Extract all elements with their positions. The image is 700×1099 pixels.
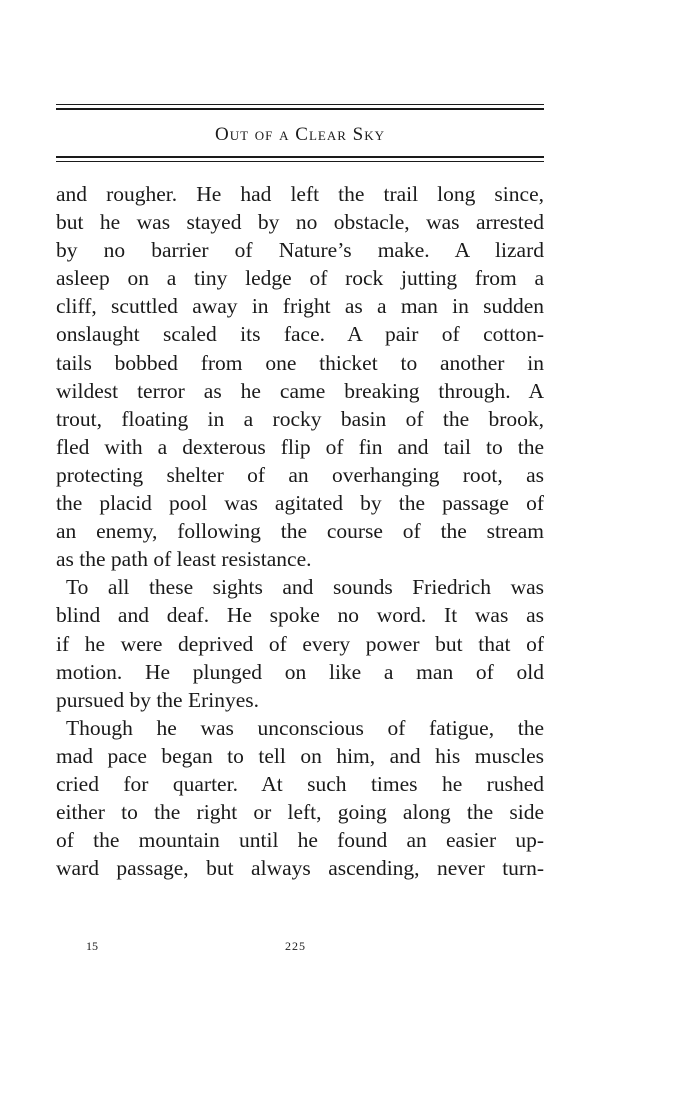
text-line: if he were deprived of every power but that of — [56, 631, 544, 656]
body-text — [56, 180, 544, 882]
text-line: by no barrier of Nature’s make. A lizard — [56, 238, 544, 263]
header-rule-top-thick — [56, 108, 544, 110]
text-line-paragraph-end: pursued by the Erinyes. — [56, 687, 260, 712]
text-line: cliff, scuttled away in fright as a man in sudden — [56, 294, 544, 319]
signature-mark: 15 — [86, 939, 98, 953]
text-line: an enemy, following the course of the stream — [56, 519, 544, 544]
text-line: motion. He plunged on like a man of old — [56, 659, 544, 684]
text-line: but he was stayed by no obstacle, was arrested — [56, 210, 544, 235]
text-line: onslaught scaled its face. A pair of cotton- — [56, 322, 544, 347]
text-line: mad pace began to tell on him, and his muscles — [56, 743, 544, 768]
text-line-paragraph-start: Though he was unconscious of fatigue, the — [66, 715, 544, 740]
text-line: and rougher. He had left the trail long since, — [56, 182, 544, 206]
header-rule-bottom-thick — [56, 156, 544, 158]
text-line: protecting shelter of an overhanging root, as — [56, 462, 544, 487]
running-head: Out of a Clear Sky — [214, 124, 385, 145]
text-line: trout, floating in a rocky basin of the brook, — [56, 406, 544, 431]
text-line: the placid pool was agitated by the passage of — [56, 491, 544, 516]
text-line: fled with a dexterous flip of fin and tail to the — [56, 434, 544, 459]
text-line-paragraph-end: as the path of least resistance. — [56, 547, 312, 572]
text-line: blind and deaf. He spoke no word. It was as — [56, 603, 544, 628]
text-line: wildest terror as he came breaking through. A — [56, 378, 544, 403]
text-line: either to the right or left, going along the side — [56, 800, 544, 825]
text-line: asleep on a tiny ledge of rock jutting from a — [56, 266, 544, 291]
page-number: 225 — [285, 939, 306, 953]
text-line: tails bobbed from one thicket to another in — [56, 350, 544, 375]
header-rule-bottom-thin — [56, 161, 544, 162]
header-rule-top-thin — [56, 104, 544, 105]
text-line: cried for quarter. At such times he rushed — [56, 771, 544, 796]
text-line-paragraph-start: To all these sights and sounds Friedrich was — [66, 575, 544, 600]
text-line: ward passage, but always ascending, never turn- — [56, 856, 544, 881]
text-line: of the mountain until he found an easier up- — [56, 828, 544, 853]
